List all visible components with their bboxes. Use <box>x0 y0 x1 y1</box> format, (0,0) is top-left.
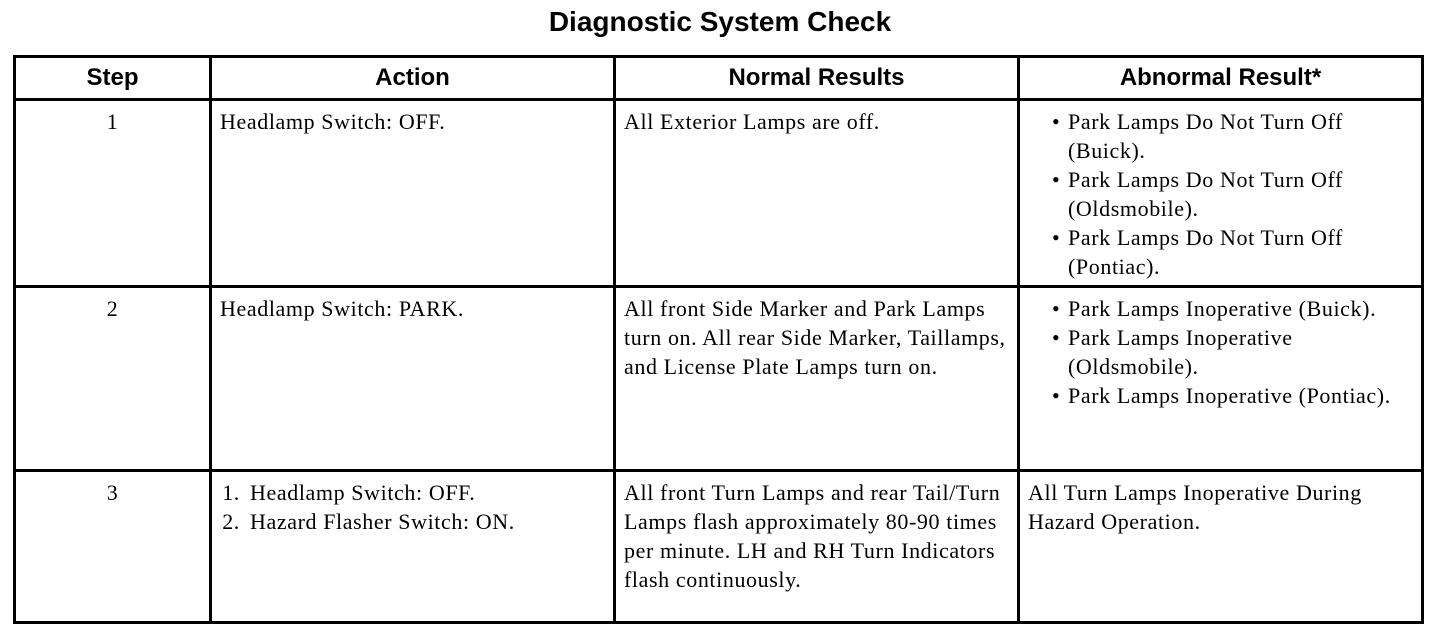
abnormal-result-text: Park Lamps Do Not Turn Off (Pontiac). <box>1068 225 1343 279</box>
list-item: 1. Headlamp Switch: OFF. <box>246 478 605 507</box>
bullet-icon: • <box>1052 109 1061 134</box>
abnormal-result-text: Park Lamps Inoperative (Oldsmobile). <box>1068 325 1293 379</box>
normal-result-cell: All front Turn Lamps and rear Tail/Turn Lamps flash approximately 80-90 times per minute. LH and RH Turn Indicators flash continuously. <box>615 471 1019 623</box>
abnormal-result-text: Park Lamps Inoperative (Buick). <box>1068 296 1377 321</box>
abnormal-result-list <box>1028 294 1413 410</box>
table-row <box>15 471 1423 623</box>
abnormal-result-cell <box>1019 287 1423 471</box>
step-cell: 1 <box>15 100 211 287</box>
abnormal-result-text: Park Lamps Do Not Turn Off (Buick). <box>1068 109 1343 163</box>
bullet-icon: • <box>1052 167 1061 192</box>
header-step: Step <box>15 57 211 100</box>
normal-result-cell: All front Side Marker and Park Lamps turn on. All rear Side Marker, Taillamps, and License Plate Lamps turn on. <box>615 287 1019 471</box>
list-item <box>1052 323 1413 381</box>
header-action: Action <box>211 57 615 100</box>
step-cell: 2 <box>15 287 211 471</box>
list-item <box>1052 107 1413 165</box>
table-row <box>15 100 1423 287</box>
step-cell: 3 <box>15 471 211 623</box>
normal-result-cell: All Exterior Lamps are off. <box>615 100 1019 287</box>
action-cell: Headlamp Switch: OFF. <box>211 100 615 287</box>
list-item <box>1052 294 1413 323</box>
list-item <box>1052 165 1413 223</box>
abnormal-result-list <box>1028 107 1413 281</box>
action-steps-list <box>220 478 605 536</box>
bullet-icon: • <box>1052 296 1061 321</box>
diagnostic-table <box>13 55 1424 624</box>
bullet-icon: • <box>1052 325 1061 350</box>
list-item: 2. Hazard Flasher Switch: ON. <box>246 507 605 536</box>
table-row <box>15 287 1423 471</box>
abnormal-result-text: Park Lamps Inoperative (Pontiac). <box>1068 383 1391 408</box>
abnormal-result-text: Park Lamps Do Not Turn Off (Oldsmobile). <box>1068 167 1343 221</box>
header-abnormal-result: Abnormal Result* <box>1019 57 1423 100</box>
bullet-icon: • <box>1052 383 1061 408</box>
header-row <box>15 57 1423 100</box>
bullet-icon: • <box>1052 225 1061 250</box>
header-normal-results: Normal Results <box>615 57 1019 100</box>
abnormal-result-cell: All Turn Lamps Inoperative During Hazard Operation. <box>1019 471 1423 623</box>
page-title: Diagnostic System Check <box>548 6 892 37</box>
action-cell: Headlamp Switch: PARK. <box>211 287 615 471</box>
list-item <box>1052 223 1413 281</box>
list-item <box>1052 381 1413 410</box>
abnormal-result-cell <box>1019 100 1423 287</box>
action-cell <box>211 471 615 623</box>
